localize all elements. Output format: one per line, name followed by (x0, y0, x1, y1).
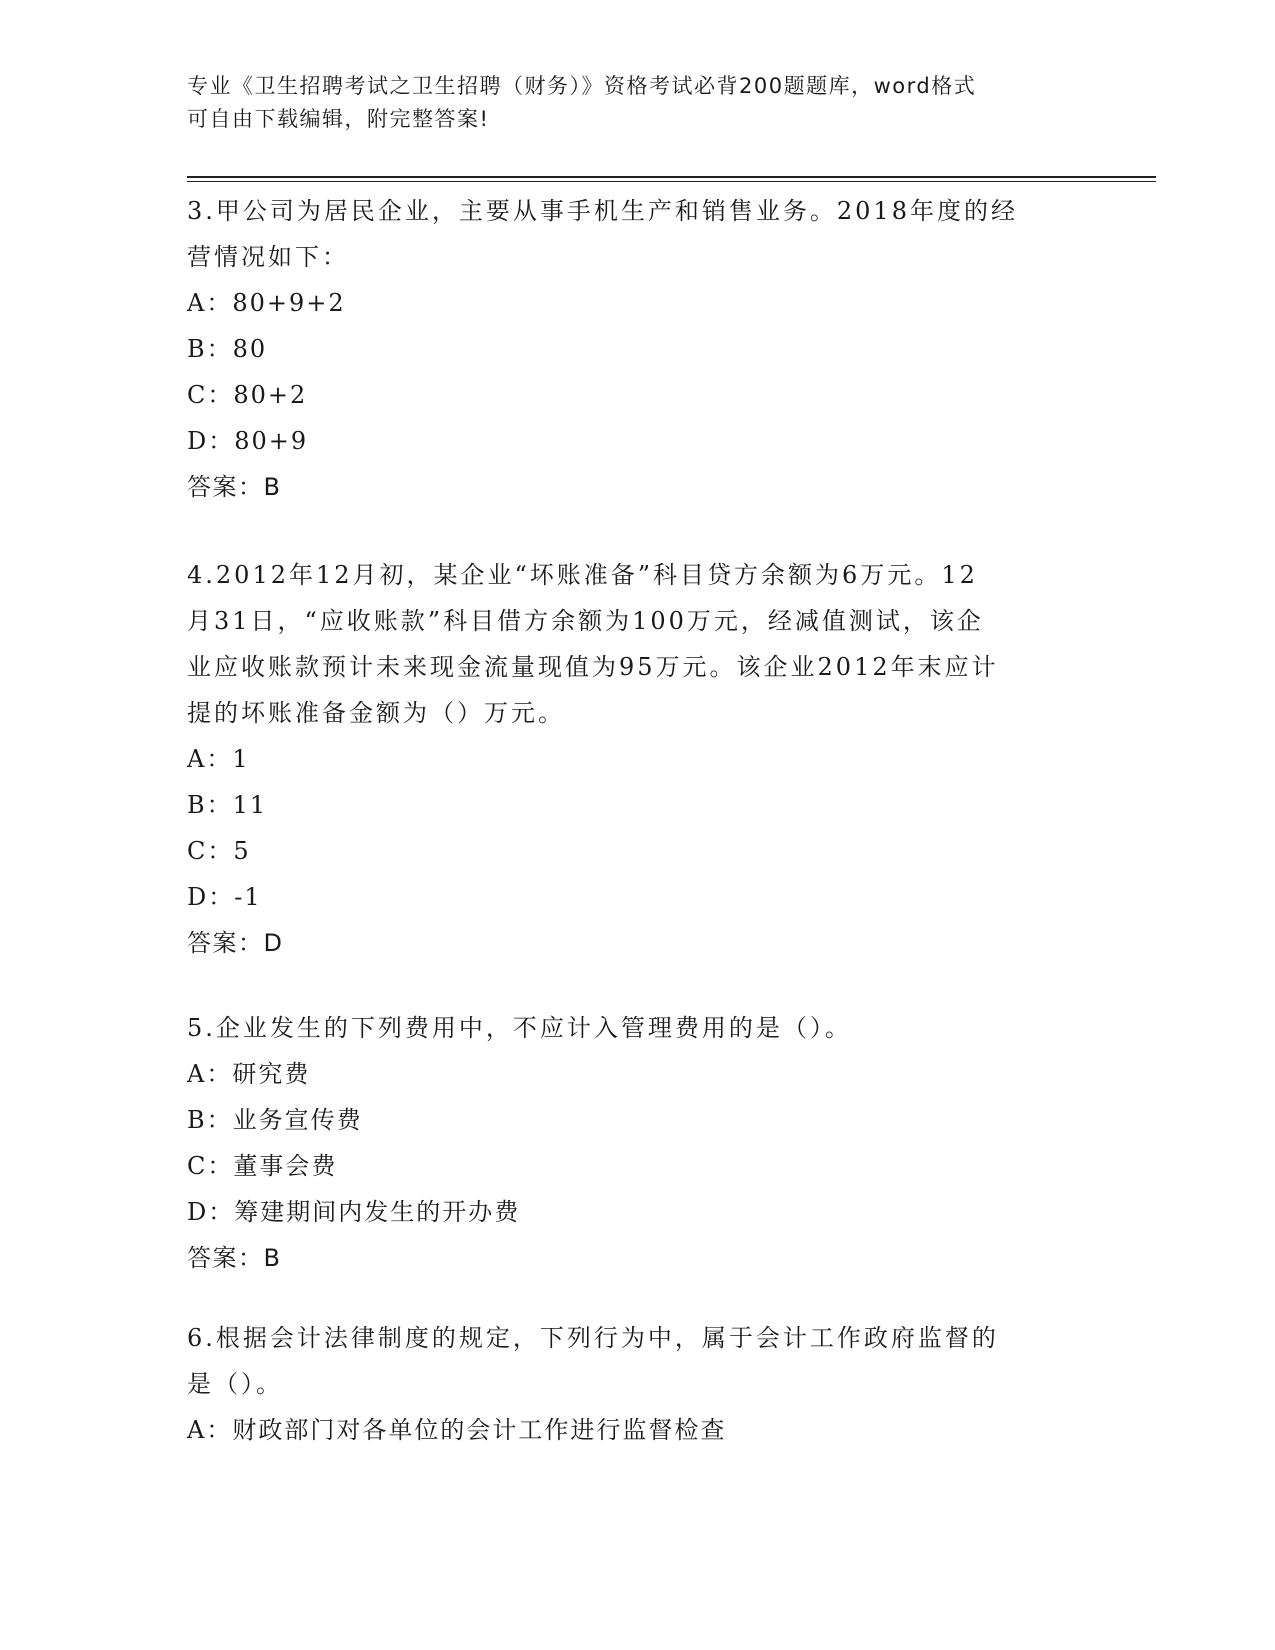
header-divider-thin (187, 181, 1156, 182)
header-divider-thick (187, 176, 1156, 178)
question-6-line-1: 6.根据会计法律制度的规定，下列行为中，属于会计工作政府监督的 (187, 1324, 999, 1352)
question-5-option-d: D：筹建期间内发生的开办费 (187, 1198, 521, 1226)
question-5 (187, 1005, 1087, 1281)
question-5-line-1: 5.企业发生的下列费用中，不应计入管理费用的是（）。 (187, 1014, 852, 1042)
question-6 (187, 1315, 1087, 1453)
question-3-option-d: D：80+9 (187, 427, 309, 455)
question-3 (187, 188, 1087, 510)
question-4-answer: 答案：D (187, 929, 284, 957)
question-4-option-b: B：11 (187, 791, 268, 819)
question-3-line-1: 3.甲公司为居民企业，主要从事手机生产和销售业务。2018年度的经 (187, 197, 1018, 225)
question-4-option-c: C：5 (187, 837, 251, 865)
question-3-answer: 答案：B (187, 473, 282, 501)
question-6-line-2: 是（）。 (187, 1370, 283, 1398)
question-3-line-2: 营情况如下： (187, 243, 349, 271)
question-4-option-d: D：-1 (187, 883, 262, 911)
question-5-option-c: C：董事会费 (187, 1152, 338, 1180)
question-4-line-2: 月31日，“应收账款”科目借方余额为100万元，经减值测试，该企 (187, 607, 984, 635)
question-5-answer: 答案：B (187, 1244, 282, 1272)
question-4-line-4: 提的坏账准备金额为（）万元。 (187, 699, 565, 727)
question-5-option-b: B：业务宣传费 (187, 1106, 363, 1134)
question-3-option-c: C：80+2 (187, 381, 308, 409)
question-4 (187, 552, 1087, 966)
header-title-line-2: 可自由下载编辑，附完整答案! (187, 107, 490, 131)
question-6-option-a: A：财政部门对各单位的会计工作进行监督检查 (187, 1416, 727, 1444)
question-3-option-a: A：80+9+2 (187, 289, 346, 317)
question-4-line-3: 业应收账款预计未来现金流量现值为95万元。该企业2012年末应计 (187, 653, 999, 681)
header-title-line-1: 专业《卫生招聘考试之卫生招聘（财务）》资格考试必背200题题库，word格式 (187, 74, 977, 98)
document-header (187, 70, 1067, 136)
question-5-option-a: A：研究费 (187, 1060, 311, 1088)
question-3-option-b: B：80 (187, 335, 268, 363)
question-4-line-1: 4.2012年12月初，某企业“坏账准备”科目贷方余额为6万元。12 (187, 561, 978, 589)
question-4-option-a: A：1 (187, 745, 250, 773)
